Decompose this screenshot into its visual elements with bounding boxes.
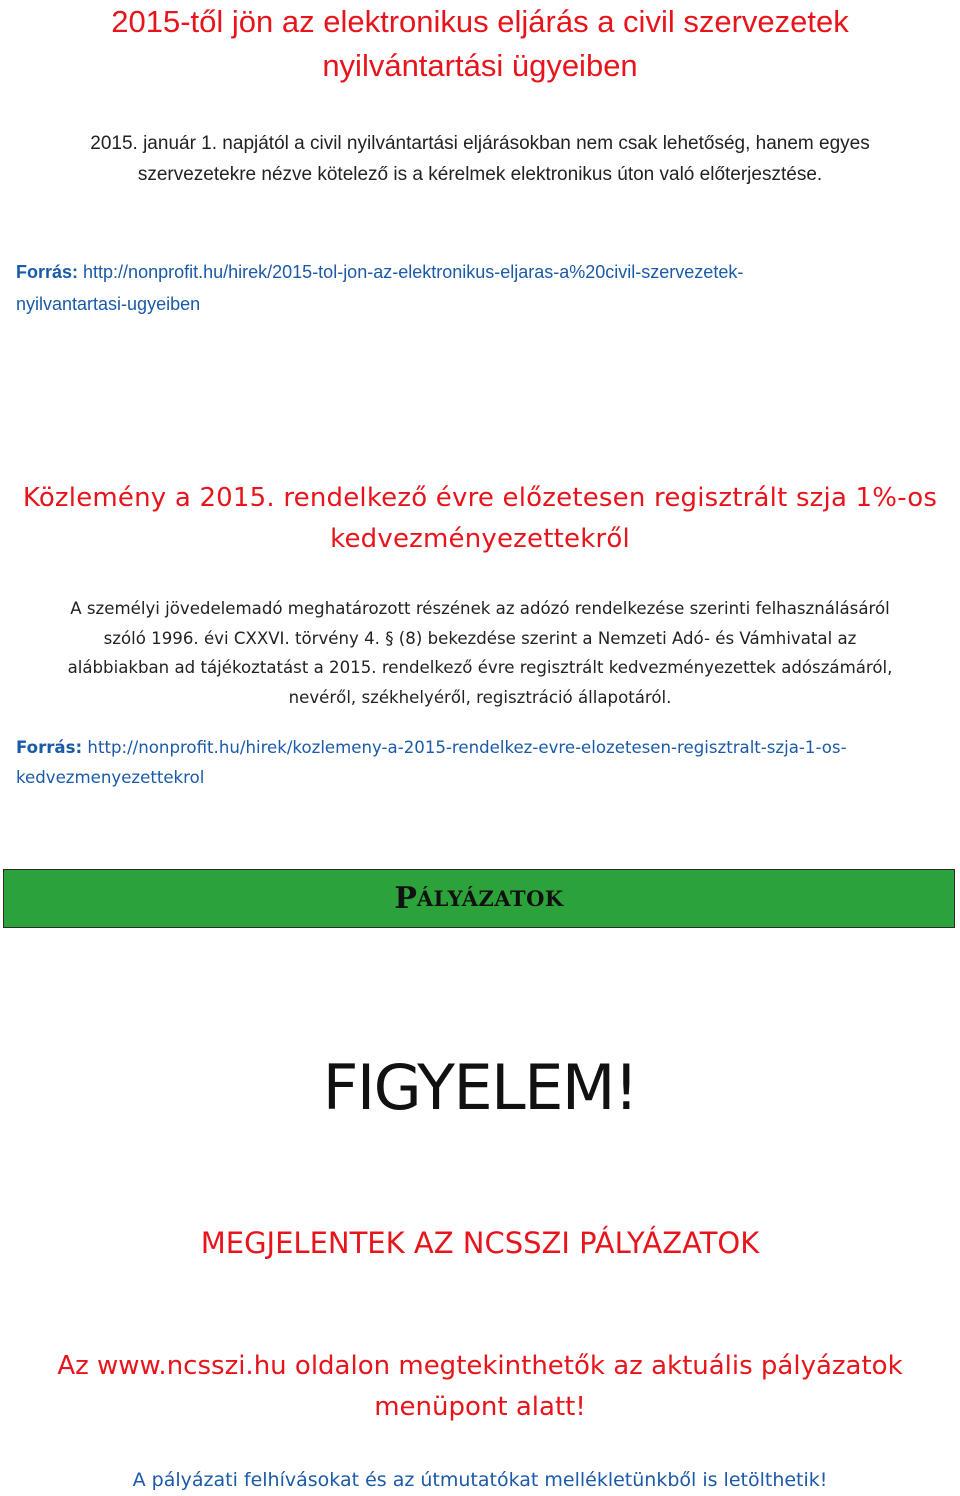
article2-body-line3: alábbiakban ad tájékoztatást a 2015. rendelkező évre regisztrált kedvezményezettek adószámáról, (67, 658, 893, 677)
notice-heading: FIGYELEM! (322, 1051, 638, 1124)
banner-rest-text: ÁLYÁZATOK (416, 886, 564, 911)
article2-body-line2: szóló 1996. évi CXXVI. törvény 4. § (8) bekezdése szerint a Nemzeti Adó- és Vámhivatal az (103, 628, 857, 648)
article1-body-line2: szervezetekre nézve kötelező is a kérelmek elektronikus úton való előterjesztése. (137, 164, 823, 185)
article1-source-link-cont[interactable]: nyilvantartasi-ugyeiben (16, 294, 201, 314)
banner-first-letter: P (394, 881, 417, 916)
article1-title (60, 0, 900, 88)
palyazatok-banner (3, 869, 955, 928)
article2-title-line1: Közlemény a 2015. rendelkező évre előzetesen regisztrált szja 1%-os (22, 483, 938, 513)
article2-body-line1: A személyi jövedelemadó meghatározott részének az adózó rendelkezése szerinti felhasználásáról (70, 599, 890, 618)
article2-body (20, 594, 940, 712)
article2-body-line4: nevéről, székhelyéről, regisztráció állapotáról. (288, 687, 672, 707)
article2-title (0, 478, 960, 560)
article2-source-link[interactable]: http://nonprofit.hu/hirek/kozlemeny-a-2015-rendelkez-evre-elozetesen-regisztralt-szja-1-os- (87, 738, 847, 757)
article1-body-line1: 2015. január 1. napjától a civil nyilvántartási eljárásokban nem csak lehetőség, hanem egyes (90, 133, 870, 154)
article1-source-label: Forrás: (16, 262, 79, 282)
article2-source-link-cont[interactable]: kedvezmenyezettekrol (16, 768, 205, 787)
banner-heading (4, 870, 954, 927)
article1-title-line1: 2015-től jön az elektronikus eljárás a civil szervezetek (111, 4, 849, 39)
article1-title-line2: nyilvántartási ügyeiben (322, 48, 638, 83)
notice-info-line2: menüpont alatt! (374, 1392, 586, 1422)
notice-download-text: A pályázati felhívásokat és az útmutatókat mellékletünkből is letölthetik! (132, 1469, 828, 1491)
notice-info-line1: Az www.ncsszi.hu oldalon megtekinthetők az aktuális pályázatok (57, 1351, 903, 1381)
article2-title-line2: kedvezményezettekről (330, 524, 630, 554)
article1-source-link[interactable]: http://nonprofit.hu/hirek/2015-tol-jon-az-elektronikus-eljaras-a%20civil-szervezetek- (83, 262, 744, 282)
article1-body (40, 128, 920, 190)
article1-source (16, 256, 936, 320)
notice-subheading: MEGJELENTEK AZ NCSSZI PÁLYÁZATOK (200, 1226, 760, 1260)
article2-source (16, 733, 956, 793)
notice-info (0, 1346, 960, 1428)
article2-source-label: Forrás: (16, 738, 83, 757)
